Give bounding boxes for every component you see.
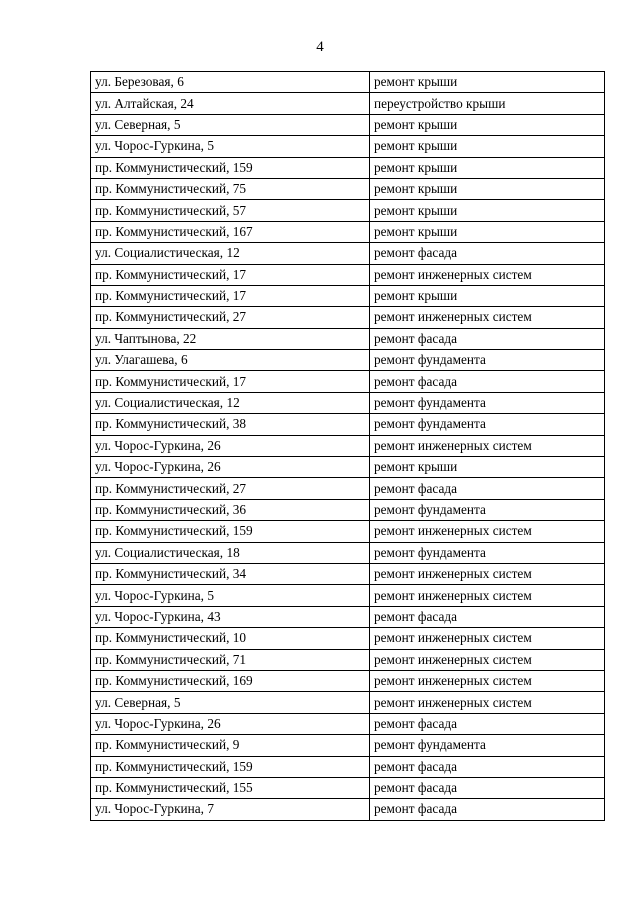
address-cell: пр. Коммунистический, 27: [91, 307, 370, 328]
table-row: [91, 243, 605, 264]
address-cell: ул. Чорос-Гуркина, 5: [91, 585, 370, 606]
work-type-cell: переустройство крыши: [370, 93, 605, 114]
table-row: [91, 200, 605, 221]
address-cell: пр. Коммунистический, 159: [91, 756, 370, 777]
table-row: [91, 649, 605, 670]
address-cell: пр. Коммунистический, 34: [91, 563, 370, 584]
table-row: [91, 563, 605, 584]
work-type-cell: ремонт инженерных систем: [370, 521, 605, 542]
table-row: [91, 521, 605, 542]
address-cell: пр. Коммунистический, 155: [91, 777, 370, 798]
address-cell: пр. Коммунистический, 17: [91, 371, 370, 392]
address-cell: ул. Социалистическая, 12: [91, 392, 370, 413]
table-row: [91, 114, 605, 135]
work-type-cell: ремонт инженерных систем: [370, 435, 605, 456]
work-type-cell: ремонт инженерных систем: [370, 670, 605, 691]
address-cell: пр. Коммунистический, 9: [91, 735, 370, 756]
table-row: [91, 350, 605, 371]
work-type-cell: ремонт фасада: [370, 478, 605, 499]
address-cell: пр. Коммунистический, 71: [91, 649, 370, 670]
table-row: [91, 307, 605, 328]
work-type-cell: ремонт фундамента: [370, 499, 605, 520]
work-type-cell: ремонт крыши: [370, 457, 605, 478]
address-cell: ул. Чорос-Гуркина, 7: [91, 799, 370, 820]
address-cell: ул. Чорос-Гуркина, 26: [91, 713, 370, 734]
work-type-cell: ремонт фасада: [370, 713, 605, 734]
work-type-cell: ремонт фасада: [370, 777, 605, 798]
table-row: [91, 178, 605, 199]
address-cell: пр. Коммунистический, 159: [91, 521, 370, 542]
table-row: [91, 670, 605, 691]
work-type-cell: ремонт фасада: [370, 756, 605, 777]
address-cell: пр. Коммунистический, 27: [91, 478, 370, 499]
work-type-cell: ремонт фасада: [370, 328, 605, 349]
work-type-cell: ремонт фундамента: [370, 414, 605, 435]
address-cell: пр. Коммунистический, 167: [91, 221, 370, 242]
address-cell: пр. Коммунистический, 75: [91, 178, 370, 199]
work-type-cell: ремонт инженерных систем: [370, 563, 605, 584]
table-row: [91, 328, 605, 349]
address-cell: ул. Березовая, 6: [91, 72, 370, 93]
work-type-cell: ремонт фундамента: [370, 542, 605, 563]
work-type-cell: ремонт крыши: [370, 157, 605, 178]
table-row: [91, 799, 605, 820]
work-type-cell: ремонт инженерных систем: [370, 649, 605, 670]
table-row: [91, 499, 605, 520]
address-cell: пр. Коммунистический, 10: [91, 628, 370, 649]
table-row: [91, 756, 605, 777]
address-cell: пр. Коммунистический, 169: [91, 670, 370, 691]
address-cell: ул. Чорос-Гуркина, 43: [91, 606, 370, 627]
address-cell: ул. Северная, 5: [91, 692, 370, 713]
work-type-cell: ремонт инженерных систем: [370, 628, 605, 649]
table-row: [91, 478, 605, 499]
table-row: [91, 264, 605, 285]
work-type-cell: ремонт фундамента: [370, 350, 605, 371]
address-cell: ул. Улагашева, 6: [91, 350, 370, 371]
table-row: [91, 585, 605, 606]
address-cell: ул. Чаптынова, 22: [91, 328, 370, 349]
work-type-cell: ремонт инженерных систем: [370, 264, 605, 285]
table-row: [91, 221, 605, 242]
table-row: [91, 93, 605, 114]
work-type-cell: ремонт фундамента: [370, 735, 605, 756]
work-type-cell: ремонт крыши: [370, 221, 605, 242]
address-cell: пр. Коммунистический, 17: [91, 285, 370, 306]
table-row: [91, 628, 605, 649]
work-type-cell: ремонт крыши: [370, 178, 605, 199]
works-table-body: [91, 72, 605, 821]
table-row: [91, 735, 605, 756]
table-row: [91, 371, 605, 392]
table-row: [91, 392, 605, 413]
address-cell: пр. Коммунистический, 159: [91, 157, 370, 178]
table-row: [91, 414, 605, 435]
address-cell: пр. Коммунистический, 17: [91, 264, 370, 285]
address-cell: ул. Чорос-Гуркина, 26: [91, 457, 370, 478]
table-row: [91, 72, 605, 93]
works-table: [90, 71, 605, 821]
page-number: 4: [316, 39, 324, 55]
address-cell: ул. Алтайская, 24: [91, 93, 370, 114]
address-cell: пр. Коммунистический, 36: [91, 499, 370, 520]
table-row: [91, 157, 605, 178]
work-type-cell: ремонт фасада: [370, 243, 605, 264]
work-type-cell: ремонт фасада: [370, 371, 605, 392]
work-type-cell: ремонт крыши: [370, 200, 605, 221]
address-cell: ул. Чорос-Гуркина, 5: [91, 136, 370, 157]
address-cell: пр. Коммунистический, 57: [91, 200, 370, 221]
work-type-cell: ремонт фасада: [370, 799, 605, 820]
address-cell: ул. Социалистическая, 12: [91, 243, 370, 264]
table-row: [91, 542, 605, 563]
table-row: [91, 457, 605, 478]
table-row: [91, 435, 605, 456]
work-type-cell: ремонт фундамента: [370, 392, 605, 413]
work-type-cell: ремонт фасада: [370, 606, 605, 627]
address-cell: ул. Северная, 5: [91, 114, 370, 135]
work-type-cell: ремонт крыши: [370, 136, 605, 157]
work-type-cell: ремонт крыши: [370, 285, 605, 306]
address-cell: ул. Социалистическая, 18: [91, 542, 370, 563]
table-row: [91, 606, 605, 627]
table-row: [91, 136, 605, 157]
work-type-cell: ремонт инженерных систем: [370, 307, 605, 328]
work-type-cell: ремонт инженерных систем: [370, 585, 605, 606]
table-row: [91, 285, 605, 306]
table-row: [91, 692, 605, 713]
table-row: [91, 777, 605, 798]
work-type-cell: ремонт крыши: [370, 72, 605, 93]
work-type-cell: ремонт крыши: [370, 114, 605, 135]
address-cell: ул. Чорос-Гуркина, 26: [91, 435, 370, 456]
address-cell: пр. Коммунистический, 38: [91, 414, 370, 435]
table-row: [91, 713, 605, 734]
work-type-cell: ремонт инженерных систем: [370, 692, 605, 713]
